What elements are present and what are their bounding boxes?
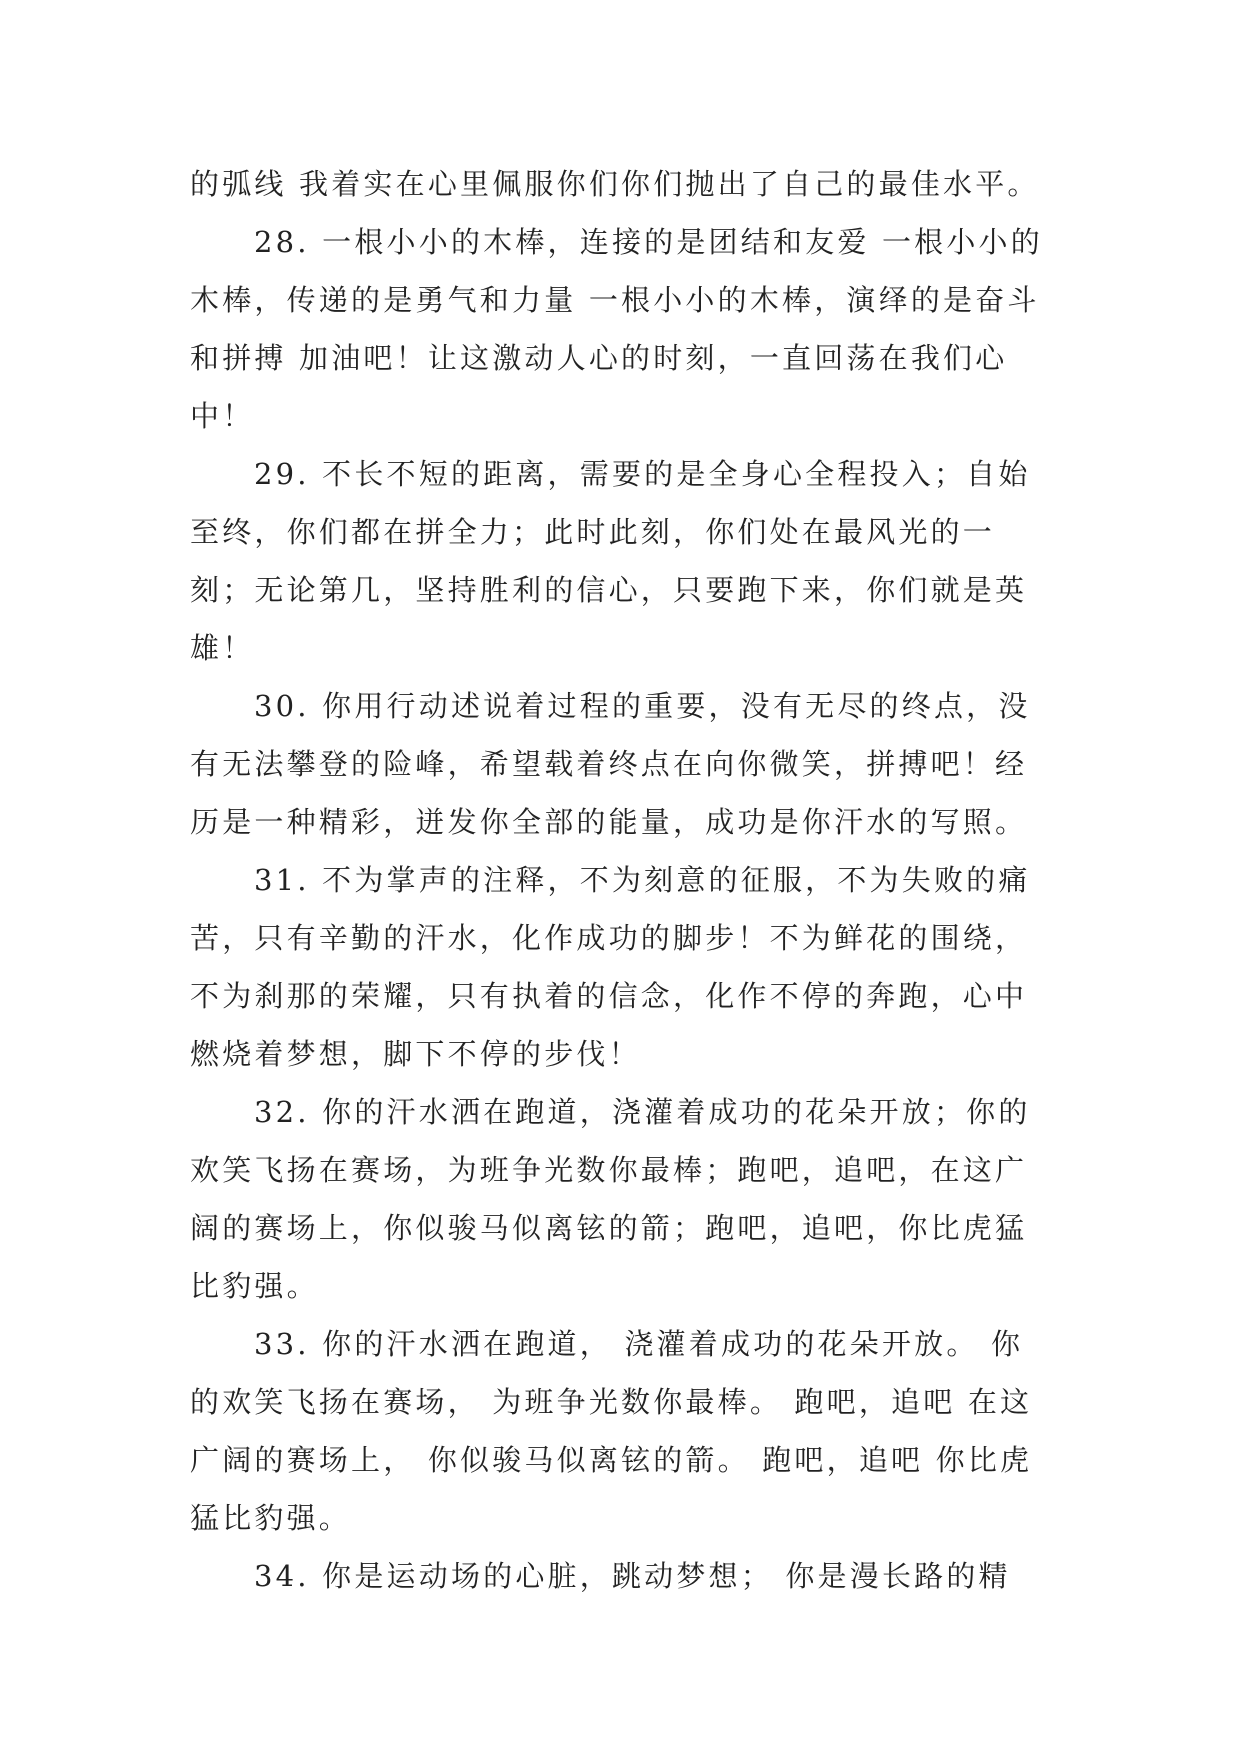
- paragraph-28: 28. 一根小小的木棒，连接的是团结和友爱 一根小小的木棒，传递的是勇气和力量 一根小小的木棒，演绎的是奋斗和拼搏 加油吧！让这激动人心的时刻，一直回荡在我们心中！: [190, 225, 1043, 433]
- paragraph-33: 33. 你的汗水洒在跑道， 浇灌着成功的花朵开放。 你的欢笑飞扬在赛场， 为班争光数你最棒。 跑吧，追吧 在这广阔的赛场上， 你似骏马似离铉的箭。 跑吧，追吧 你比虎猛比豹强。: [190, 1327, 1033, 1535]
- paragraph-32: 32. 你的汗水洒在跑道，浇灌着成功的花朵开放；你的欢笑飞扬在赛场，为班争光数你最棒；跑吧，追吧，在这广阔的赛场上，你似骏马似离铉的箭；跑吧，追吧，你比虎猛比豹强。: [190, 1095, 1031, 1303]
- paragraph-31: 31. 不为掌声的注释，不为刻意的征服，不为失败的痛苦，只有辛勤的汗水，化作成功的脚步！不为鲜花的围绕，不为刹那的荣耀，只有执着的信念，化作不停的奔跑，心中燃烧着梦想，脚下不停的步伐！: [190, 863, 1031, 1071]
- paragraph-30: 30. 你用行动述说着过程的重要，没有无尽的终点，没有无法攀登的险峰，希望载着终点在向你微笑，拼搏吧！经历是一种精彩，迸发你全部的能量，成功是你汗水的写照。: [190, 689, 1031, 839]
- paragraph-27-continuation: 的弧线 我着实在心里佩服你们你们抛出了自己的最佳水平。: [190, 167, 1040, 201]
- paragraph-29: 29. 不长不短的距离，需要的是全身心全程投入；自始至终，你们都在拼全力；此时此刻，你们处在最风光的一刻；无论第几，坚持胜利的信心，只要跑下来，你们就是英雄！: [190, 457, 1031, 665]
- paragraph-34: 34. 你是运动场的心脏，跳动梦想； 你是漫长路的精: [254, 1559, 1011, 1593]
- document-body: [190, 155, 1050, 1605]
